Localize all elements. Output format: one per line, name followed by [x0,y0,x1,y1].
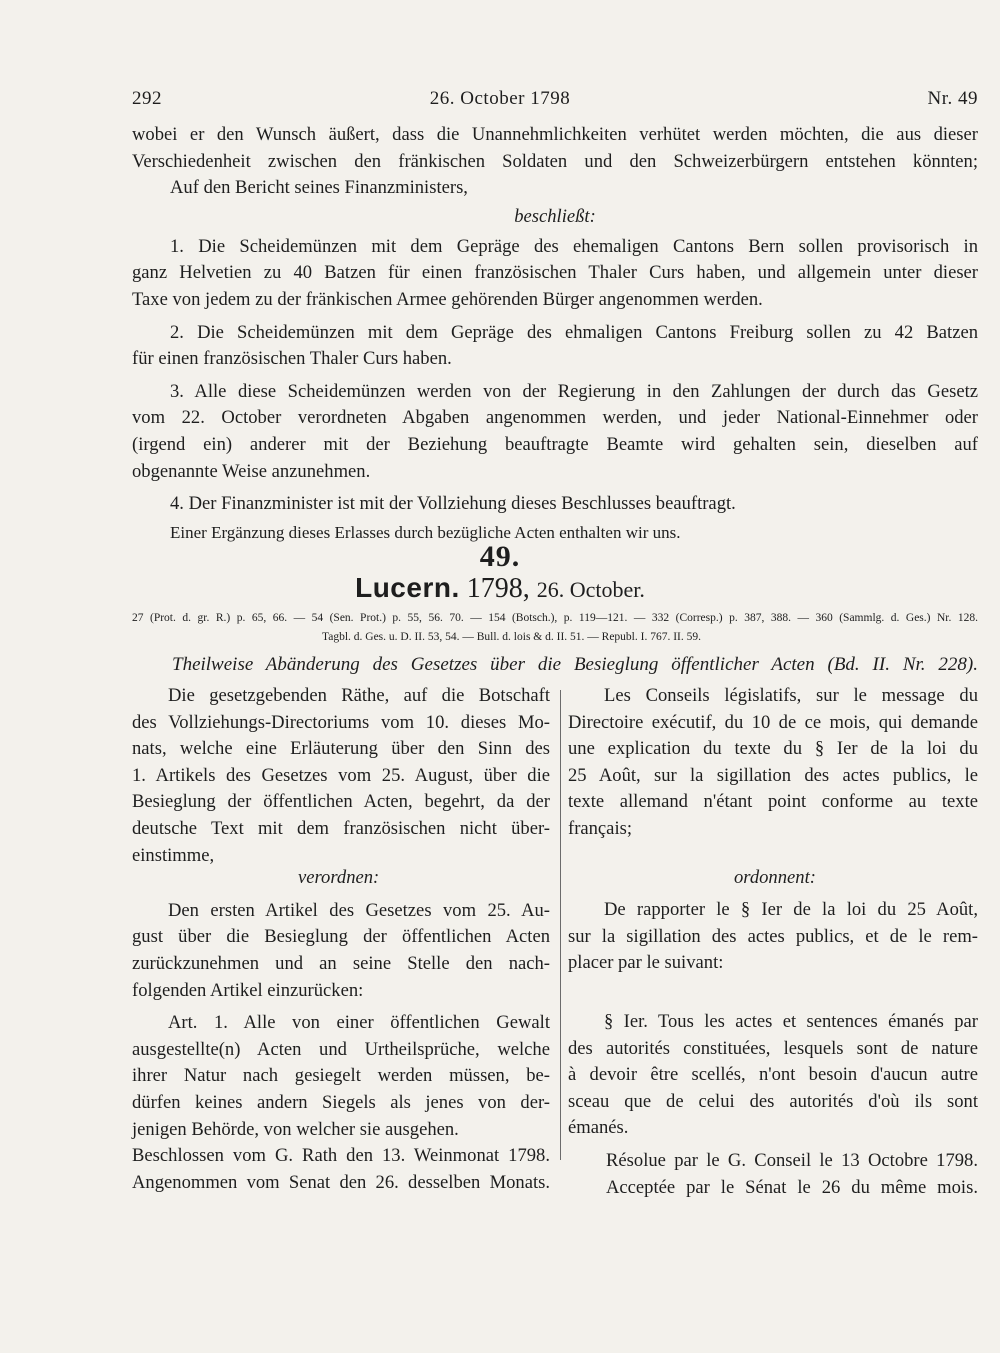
para2-line: für einen französischen Thaler Curs haben. [132,348,452,370]
para1-line: Taxe von jedem zu der fränkischen Armee gehörenden Bürger angenommen werden. [132,288,763,310]
para3-line: 3. Alle diese Scheidemünzen werden von der Regierung in den Zahlungen der durch das Gesetz [170,380,978,402]
section-subtitle: Theilweise Abänderung des Gesetzes über die Besieglung öffentlicher Acten (Bd. II. Nr. 228). [172,654,978,675]
german-article-line: Art. 1. Alle von einer öffentlichen Gewalt [168,1012,550,1034]
para1-line: ganz Helvetien zu 40 Batzen für einen französischen Thaler Curs haben, und allgemein unter dieser [132,262,978,284]
french-column [568,683,978,1201]
german-article-line: ihrer Natur nach gesiegelt werden müssen, be- [132,1065,550,1087]
page-number: 292 [132,88,162,109]
section-date: 26. October. [536,577,645,602]
french-intro-line: 25 Août, sur la sigillation des actes publics, le [568,764,978,786]
french-closing-line: Résolue par le G. Conseil le 13 Octobre 1798. [606,1149,978,1171]
section-place: Lucern. [355,572,460,603]
german-intro-line: nats, welche eine Erläuterung über den Sinn des [132,738,550,760]
intro-line: Auf den Bericht seines Finanzministers, [170,177,468,199]
german-verb: verordnen: [298,867,380,889]
para3-line: (irgend ein) anderer mit der Beziehung beauftragte Beamte wird gehalten sein, dieselben auf [132,433,978,455]
para3-line: vom 22. October verordneten Abgaben angenommen werden, und jeder National-Einnehmer oder [132,407,978,429]
french-verb: ordonnent: [734,866,816,888]
intro-line: wobei er den Wunsch äußert, dass die Unannehmlichkeiten verhütet werden möchten, die aus dieser [132,124,978,145]
header-number: Nr. 49 [927,88,978,109]
german-decree-line: folgenden Artikel einzurücken: [132,979,364,1001]
refs-line: Tagbl. d. Ges. u. D. II. 53, 54. — Bull. d. lois & d. II. 51. — Republ. I. 767. II. 59. [322,631,701,643]
french-decree-line: sur la sigillation des actes publics, et de le rem- [568,925,978,947]
french-article-line: émanés. [568,1117,629,1139]
german-article-line: dürfen keines andern Siegels als jenes von der- [132,1091,550,1113]
intro-block [132,122,978,546]
german-decree-line: zurückzunehmen und an seine Stelle den nach- [132,952,550,974]
german-article-line: ausgestellte(n) Acten und Urtheilsprüche, welche [132,1038,550,1060]
german-column [132,683,550,1196]
german-intro-line: Die gesetzgebenden Räthe, auf die Botschaft [168,685,550,706]
french-intro-line: français; [568,817,633,839]
refs-line: 27 (Prot. d. gr. R.) p. 65, 66. — 54 (Sen. Prot.) p. 55, 56. 70. — 154 (Botsch.), p. 119—121. — 332 (Corresp.) p. 387, 388. — 360 (Sammlg. d. Ges.) Nr. 128. [132,612,978,624]
french-intro-line: une explication du texte du § Ier de la loi du [568,738,978,760]
french-intro-line: Directoire exécutif, du 10 de ce mois, qui demande [568,711,978,733]
beschliesst-heading: beschließt: [514,205,596,227]
header-date: 26. October 1798 [429,88,571,109]
source-references [132,609,978,647]
french-article-line: des autorités constituées, lesquels sont de nature [568,1037,978,1059]
editor-note: Einer Ergänzung dieses Erlasses durch bezügliche Acten enthalten wir uns. [170,522,681,542]
german-intro-line: des Vollziehungs-Directoriums vom 10. dieses Mo- [132,711,550,733]
german-intro-line: 1. Artikels des Gesetzes vom 25. August, über die [132,764,550,786]
french-article-line: à devoir être scellés, n'ont besoin d'aucun autre [568,1064,978,1086]
german-article-line: jenigen Behörde, von welcher sie ausgehen. [132,1118,459,1140]
french-intro-line: texte allemand n'étant point conforme au texte [568,791,978,813]
french-article-line: § Ier. Tous les actes et sentences émanés par [604,1010,978,1032]
section-title [0,572,1000,605]
section-year: 1798, [466,573,530,604]
para2-line: 2. Die Scheidemünzen mit dem Gepräge des ehmaligen Cantons Freiburg sollen zu 42 Batzen [170,321,978,343]
german-closing-line: Beschlossen vom G. Rath den 13. Weinmonat 1798. [132,1145,550,1167]
french-closing-line: Acceptée par le Sénat le 26 du même mois. [606,1176,978,1198]
german-intro-line: einstimme, [132,844,215,866]
german-decree-line: gust über die Besieglung der öffentlichen Acten [132,926,550,948]
para3-line: obgenannte Weise anzunehmen. [132,460,371,482]
french-decree-line: placer par le suivant: [568,952,724,974]
french-article-line: sceau que de celui des autorités d'où ils sont [568,1090,978,1112]
german-decree-line: Den ersten Artikel des Gesetzes vom 25. Au- [168,899,550,921]
column-divider [560,690,561,1160]
german-closing-line: Angenommen vom Senat den 26. desselben Monats. [132,1171,550,1193]
intro-line: Verschiedenheit zwischen den fränkischen Soldaten und den Schweizerbürgern entstehen könnten; [132,150,978,172]
german-intro-line: deutsche Text mit dem französischen nicht über- [132,817,550,839]
french-intro-line: Les Conseils législatifs, sur le message du [604,685,978,706]
section-number: 49. [479,540,521,573]
german-intro-line: Besieglung der öffentlichen Acten, begehrt, da der [132,791,550,813]
para1-line: 1. Die Scheidemünzen mit dem Gepräge des ehemaligen Cantons Bern sollen provisorisch in [170,235,978,257]
para4-line: 4. Der Finanzminister ist mit der Vollziehung dieses Beschlusses beauftragt. [170,493,736,515]
french-decree-line: De rapporter le § Ier de la loi du 25 Août, [604,899,978,921]
